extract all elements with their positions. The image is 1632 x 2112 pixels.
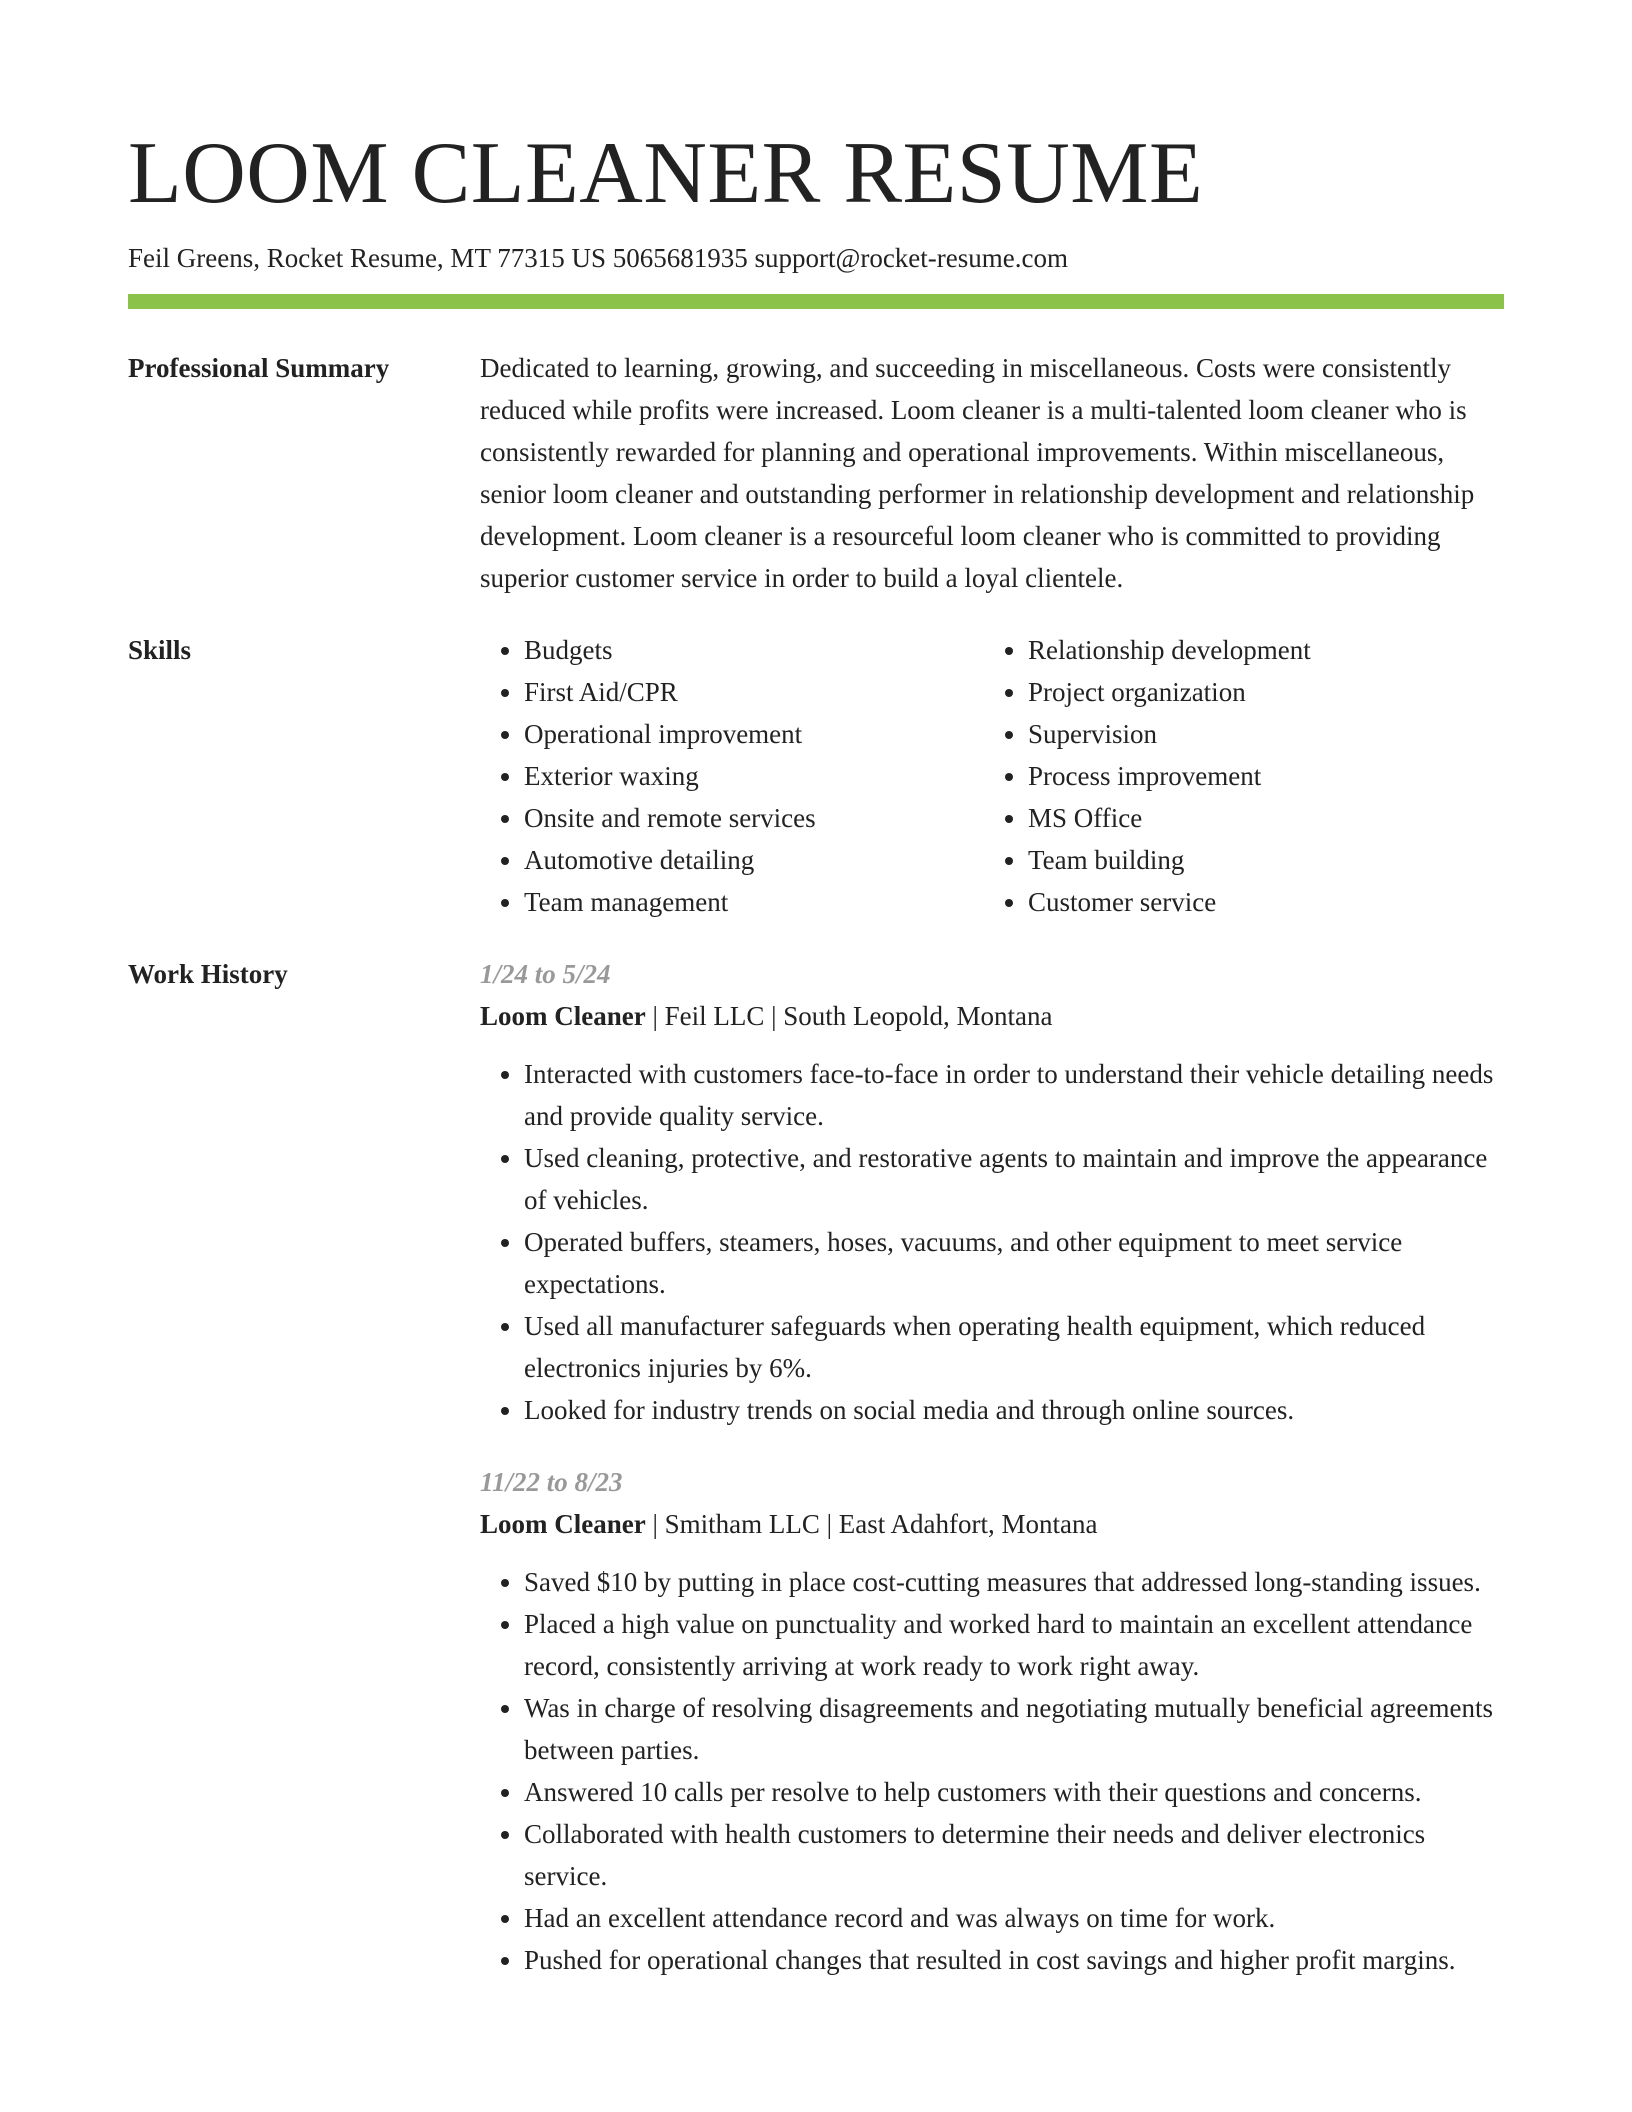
summary-heading: Professional Summary	[128, 353, 390, 384]
job-bullet: • Pushed for operational changes that resulted in cost savings and higher profit margins.	[524, 1939, 1504, 1981]
job-bullets	[480, 1561, 1504, 1981]
summary-text: Dedicated to learning, growing, and succeeding in miscellaneous. Costs were consistently reduced while profits were increased. Loom cleaner is a multi-talented loom cleaner who is consistently rewarded for planning and operational improvements. Within miscellaneous, senior loom cleaner and outstanding performer in relationship development and relationship development. Loom cleaner is a resourceful loom cleaner who is committed to providing superior customer service in order to build a loyal clientele.	[480, 353, 1475, 594]
job-entry	[480, 953, 1504, 1431]
job-heading	[480, 1503, 1504, 1545]
job-company: Feil LLC	[664, 1001, 765, 1032]
job-bullet: • Looked for industry trends on social media and through online sources.	[524, 1389, 1504, 1431]
skills-body	[480, 629, 1504, 923]
resume-title: LOOM CLEANER RESUME	[128, 125, 1204, 222]
work-history-heading: Work History	[128, 959, 288, 990]
job-bullet: • Was in charge of resolving disagreements and negotiating mutually beneficial agreements between parties.	[524, 1687, 1504, 1771]
job-title: Loom Cleaner	[480, 1509, 646, 1540]
skill-item: • Project organization	[1028, 671, 1488, 713]
job-bullet: • Answered 10 calls per resolve to help customers with their questions and concerns.	[524, 1771, 1504, 1813]
skill-item: • Team building	[1028, 839, 1488, 881]
job-location: East Adahfort, Montana	[838, 1509, 1098, 1540]
summary-section	[128, 347, 1504, 599]
skills-list-left	[480, 629, 984, 923]
job-entry	[480, 1461, 1504, 1981]
skill-item: • Relationship development	[1028, 629, 1488, 671]
skill-item: • MS Office	[1028, 797, 1488, 839]
summary-body	[480, 347, 1504, 599]
job-location: South Leopold, Montana	[783, 1001, 1053, 1032]
work-history-section	[128, 953, 1504, 2011]
job-separator: |	[819, 1509, 839, 1540]
skill-item: • Automotive detailing	[524, 839, 984, 881]
skill-item: • Budgets	[524, 629, 984, 671]
skill-item: • Customer service	[1028, 881, 1488, 923]
skills-list-right	[984, 629, 1488, 923]
skill-item: • Onsite and remote services	[524, 797, 984, 839]
job-company: Smitham LLC	[664, 1509, 820, 1540]
job-bullet: • Operated buffers, steamers, hoses, vacuums, and other equipment to meet service expectations.	[524, 1221, 1504, 1305]
job-bullet: • Used cleaning, protective, and restorative agents to maintain and improve the appearance of vehicles.	[524, 1137, 1504, 1221]
skill-item: • Team management	[524, 881, 984, 923]
work-history-body	[480, 953, 1504, 2011]
skills-heading: Skills	[128, 635, 192, 666]
skill-item: • Supervision	[1028, 713, 1488, 755]
job-bullet: • Interacted with customers face-to-face in order to understand their vehicle detailing needs and provide quality service.	[524, 1053, 1504, 1137]
skill-item: • Process improvement	[1028, 755, 1488, 797]
job-title: Loom Cleaner	[480, 1001, 646, 1032]
resume-page	[128, 118, 1504, 2011]
job-dates: 1/24 to 5/24	[480, 959, 611, 990]
job-separator: |	[764, 1001, 784, 1032]
skills-section	[128, 629, 1504, 923]
job-bullets	[480, 1053, 1504, 1431]
skill-item: • Exterior waxing	[524, 755, 984, 797]
job-bullet: • Collaborated with health customers to determine their needs and deliver electronics service.	[524, 1813, 1504, 1897]
job-separator: |	[645, 1509, 665, 1540]
job-heading	[480, 995, 1504, 1037]
job-bullet: • Saved $10 by putting in place cost-cutting measures that addressed long-standing issues.	[524, 1561, 1504, 1603]
job-bullet: • Used all manufacturer safeguards when operating health equipment, which reduced electronics injuries by 6%.	[524, 1305, 1504, 1389]
job-bullet: • Had an excellent attendance record and was always on time for work.	[524, 1897, 1504, 1939]
skill-item: • Operational improvement	[524, 713, 984, 755]
job-dates: 11/22 to 8/23	[480, 1467, 623, 1498]
job-separator: |	[645, 1001, 665, 1032]
contact-line: Feil Greens, Rocket Resume, MT 77315 US 5065681935 support@rocket-resume.com	[128, 243, 1068, 273]
accent-divider	[128, 294, 1504, 309]
skill-item: • First Aid/CPR	[524, 671, 984, 713]
job-bullet: • Placed a high value on punctuality and worked hard to maintain an excellent attendance record, consistently arriving at work ready to work right away.	[524, 1603, 1504, 1687]
